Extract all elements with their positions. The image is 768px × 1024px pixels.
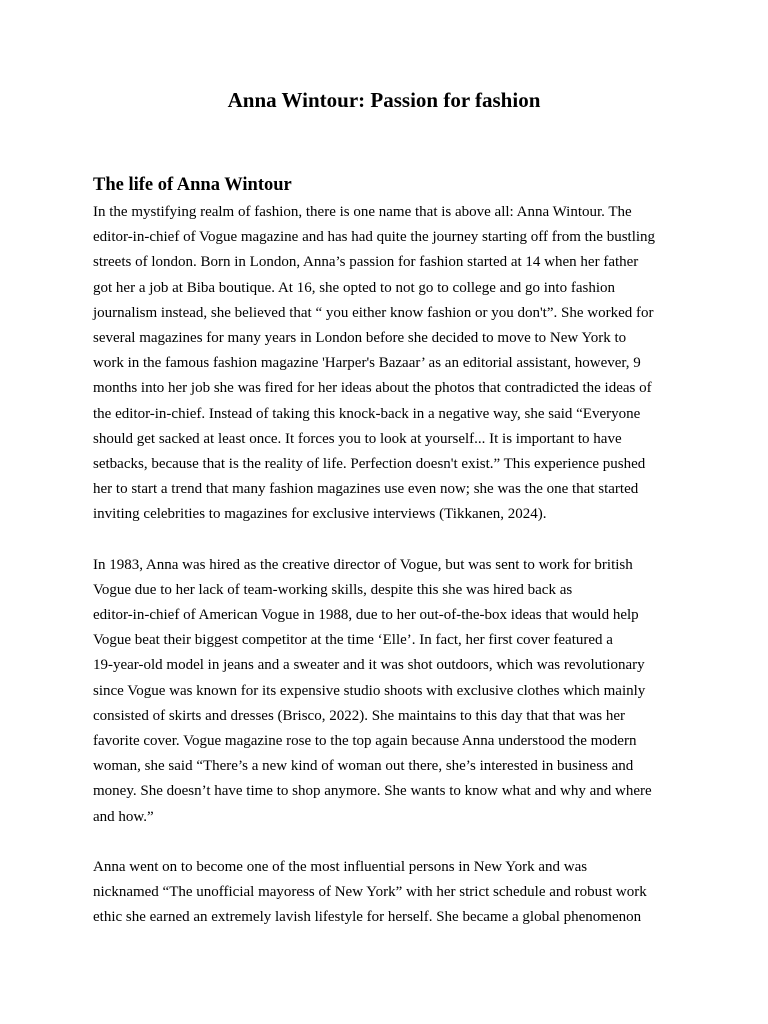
paragraph-line: consisted of skirts and dresses (Brisco, 2022). She maintains to this day that that was her	[93, 707, 625, 724]
document-body	[93, 200, 693, 930]
paragraph	[93, 200, 693, 527]
paragraph-line: nicknamed “The unofficial mayoress of New York” with her strict schedule and robust work	[93, 884, 647, 901]
paragraph-line: favorite cover. Vogue magazine rose to the top again because Anna understood the modern	[93, 732, 637, 749]
paragraph	[93, 855, 693, 931]
paragraph-line: money. She doesn’t have time to shop anymore. She wants to know what and why and where	[93, 783, 652, 800]
paragraph-line: inviting celebrities to magazines for exclusive interviews (Tikkanen, 2024).	[93, 506, 547, 523]
paragraph-line: In 1983, Anna was hired as the creative director of Vogue, but was sent to work for british	[93, 556, 633, 573]
paragraph-line: streets of london. Born in London, Anna’s passion for fashion started at 14 when her father	[93, 254, 639, 271]
paragraph-line: Vogue beat their biggest competitor at the time ‘Elle’. In fact, her first cover featured a	[93, 632, 613, 649]
document-title: Anna Wintour: Passion for fashion	[227, 88, 541, 112]
paragraph-line: Anna went on to become one of the most influential persons in New York and was	[93, 858, 588, 875]
paragraph-line: woman, she said “There’s a new kind of woman out there, she’s interested in business and	[93, 758, 634, 775]
paragraph-line: work in the famous fashion magazine 'Harper's Bazaar’ as an editorial assistant, however, 9	[93, 355, 641, 372]
section-heading: The life of Anna Wintour	[93, 175, 292, 195]
paragraph-line: Vogue due to her lack of team-working skills, despite this she was hired back as	[93, 581, 573, 598]
paragraph-line: and how.”	[93, 808, 154, 825]
paragraph	[93, 553, 693, 830]
paragraph-line: months into her job she was fired for her ideas about the photos that contradicted the ideas of	[93, 380, 652, 397]
paragraph-line: her to start a trend that many fashion magazines use even now; she was the one that started	[93, 481, 639, 498]
paragraph-line: since Vogue was known for its expensive studio shoots with exclusive clothes which mainly	[93, 682, 646, 699]
paragraph-line: several magazines for many years in London before she decided to move to New York to	[93, 329, 627, 346]
paragraph-gap	[93, 830, 693, 855]
paragraph-line: got her a job at Biba boutique. At 16, she opted to not go to college and go into fashion	[93, 279, 615, 296]
paragraph-line: editor-in-chief of Vogue magazine and has had quite the journey starting off from the bustling	[93, 229, 656, 246]
paragraph-line: the editor-in-chief. Instead of taking this knock-back in a negative way, she said “Everyone	[93, 405, 641, 422]
paragraph-line: setbacks, because that is the reality of life. Perfection doesn't exist.” This experience pushed	[93, 455, 646, 472]
paragraph-gap	[93, 527, 693, 552]
paragraph-line: ethic she earned an extremely lavish lifestyle for herself. She became a global phenomenon	[93, 909, 642, 926]
paragraph-line: In the mystifying realm of fashion, there is one name that is above all: Anna Wintour. The	[93, 204, 632, 220]
paragraph-line: should get sacked at least once. It forces you to look at yourself... It is important to have	[93, 430, 622, 447]
paragraph-line: journalism instead, she believed that “ you either know fashion or you don't”. She worked for	[93, 304, 654, 321]
paragraph-line: 19-year-old model in jeans and a sweater and it was shot outdoors, which was revolutionary	[93, 657, 645, 674]
paragraph-line: editor-in-chief of American Vogue in 1988, due to her out-of-the-box ideas that would help	[93, 607, 639, 623]
